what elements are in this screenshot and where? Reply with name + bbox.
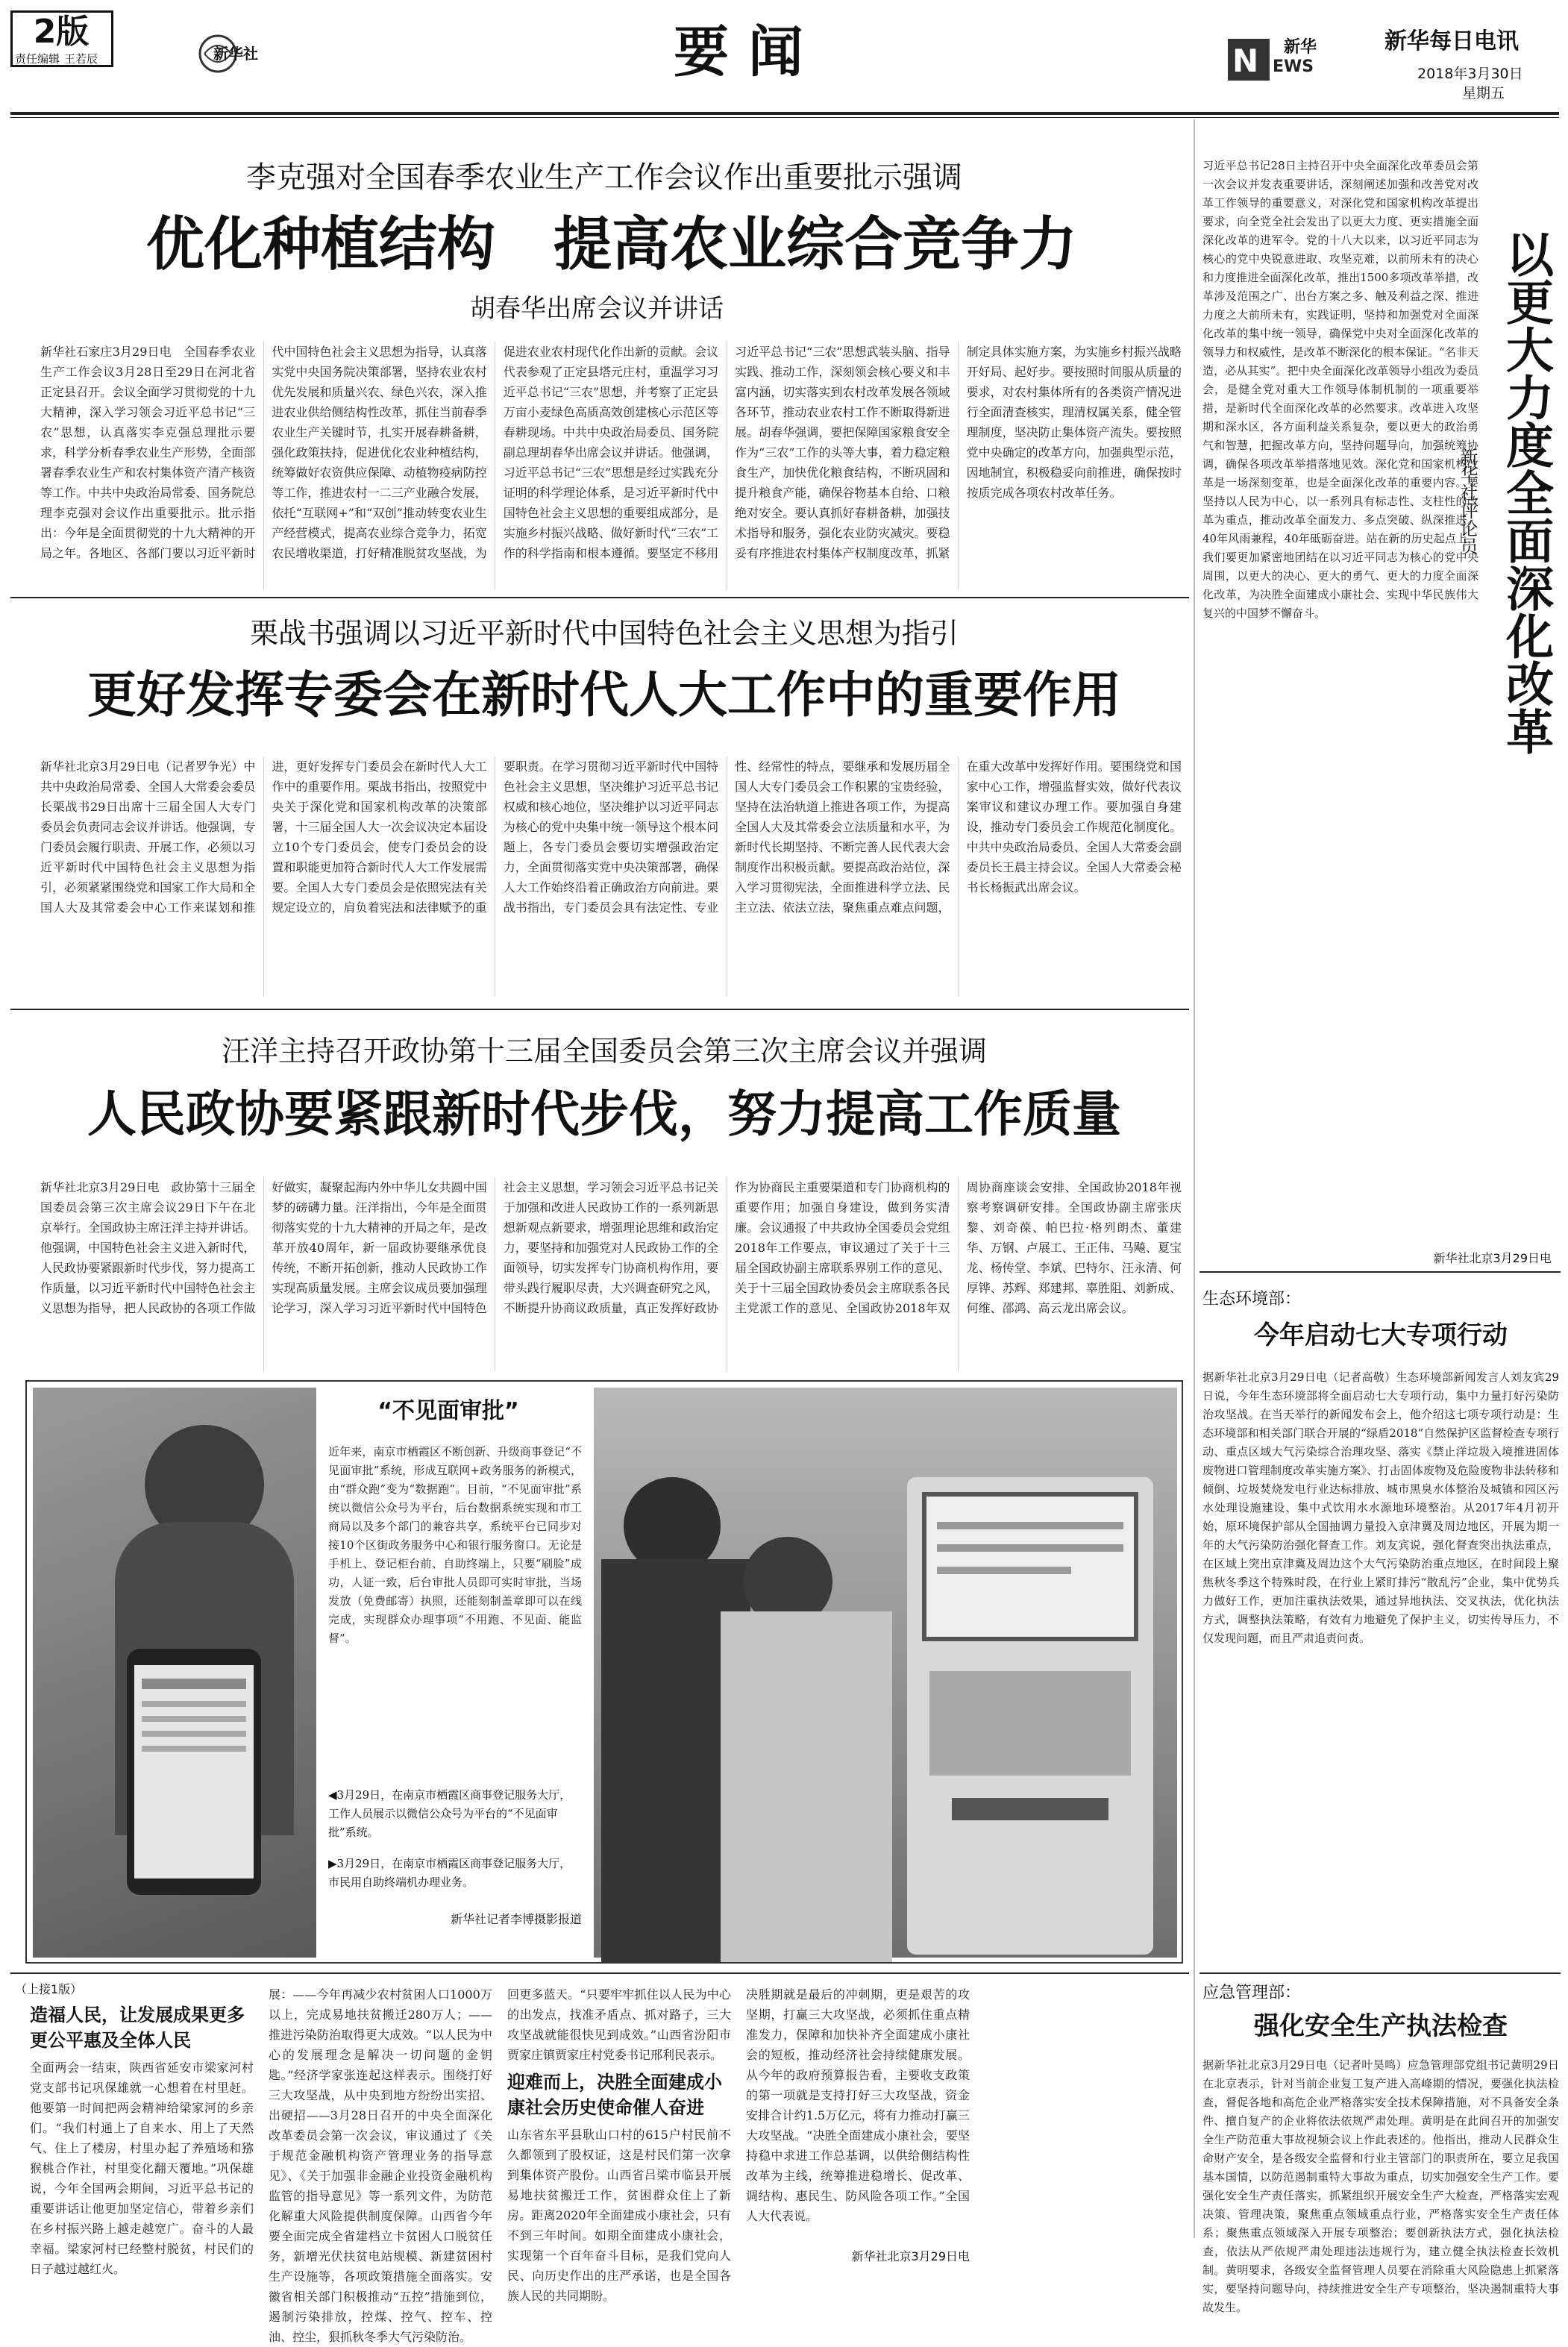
article2-body: 新华社北京3月29日电（记者罗争光）中共中央政治局常委、全国人大常委会委员长栗战书29日出席十三届全国人大专门委员会负责同志会议并讲话。他强调，专门委员会履行职责、开展工作，必须以习近平新时代中国特色社会主义思想为指引，必须紧紧围绕党和国家工作大局和全国人大及其常委会中心工作来谋划和推进，更好发挥专门委员会在新时代人大工作中的重要作用。栗战书指出，按照党中央关于深化党和国家机构改革的决策部署，十三届全国人大一次会议决定本届设立10个专门委员会，使专门委员会的设置和职能更加符合新时代人大工作发展需要。全国人大专门委员会是依照宪法有关规定设立的，肩负着宪法和法律赋予的重要职责。在学习贯彻习近平新时代中国特色社会主义思想，坚决维护习近平总书记权威和核心地位，坚决维护以习近平同志为核心的党中央集中统一领导这个根本问题上，各专门委员会要切实增强政治定力，全面贯彻落实党中央决策部署，确保人大工作始终沿着正确政治方向前进。栗战书指出，专门委员会具有法定性、专业性、经常性的特点，要继承和发展历届全国人大专门委员会工作积累的宝贵经验，坚持在法治轨道上推进各项工作，为提高全国人大及其常委会立法质量和水平，为新时代长期坚持、不断完善人民代表大会制度作出积极贡献。要提高政治站位，深入学习贯彻宪法，全面推进科学立法、民主立法、依法立法，聚焦重点难点问题，在重大改革中发挥好作用。要围绕党和国家中心工作，增强监督实效，做好代表议案审议和建议办理工作。要加强自身建设，推动专门委员会工作规范化制度化。中共中央政治局委员、全国人大常委会副委员长王晨主持会议。全国人大常委会秘书长杨振武出席会议。 — [40, 759, 1182, 915]
continued-end: 新华社北京3月29日电 — [851, 2249, 970, 2263]
continued-body-4: 山东省东平县耿山口村的615户村民前不久都领到了股权证，这是村民们第一次拿到集体资产股份。山西省吕梁市临县开展易地扶贫搬迁工作，贫困群众住上了新房。距离2020年全面建成小康社会，只有不到三年时间。如期全面建成小康社会，实现第一个百年奋斗目标，是我们党向人民、向历史作出的庄严承诺，也是全国各族人民的共同期盼。 — [507, 2128, 731, 2303]
editor-name: 王若辰 — [64, 52, 98, 66]
continued-label: （上接1版） — [15, 1982, 83, 1996]
safety-headline: 强化安全生产执法检查 — [1254, 2011, 1508, 2041]
article1-kicker: 李克强对全国春季农业生产工作会议作出重要批示强调 — [246, 160, 962, 195]
divider-right-2 — [1199, 1972, 1561, 1974]
commentary-body: 习近平总书记28日主持召开中央全面深化改革委员会第一次会议并发表重要讲话，深刻阐述加强和改善党对改革工作领导的重要意义，对深化党和国家机构改革提出要求，向全党全社会发出了以更大力度、更实措施全面深化改革的进军令。党的十八大以来，以习近平同志为核心的党中央锐意进取、攻坚克难，以前所未有的决心和力度推进全面深化改革，推出1500多项改革举措，改革涉及范围之广、出台方案之多、触及利益之深、推进力度之大前所未有，实践证明，坚持和加强党对全面深化改革的集中统一领导，确保党中央对全面深化改革的领导力和权威性，是改革不断深化的根本保证。“名非天造，必从其实”。把中央全面深化改革领导小组改为委员会，是健全党对重大工作领导体制机制的一项重要举措，是新时代全面深化改革的必然要求。改革进入攻坚期和深水区，各方面利益关系复杂，要以更大的政治勇气和智慧，把握改革方向，坚持问题导向，加强统筹协调，确保各项改革举措落地见效。深化党和国家机构改革是一场深刻变革，也是全面深化改革的重要内容。要坚持以人民为中心，以一系列具有标志性、支柱性的改革为重点，推动改革全面发力、多点突破、纵深推进。40年风雨兼程，40年砥砺奋进。站在新的历史起点上，我们要更加紧密地团结在以习近平同志为核心的党中央周围，以更大的决心、更大的勇气、更大的力度全面深化改革，为决胜全面建成小康社会、实现中华民族伟大复兴的中国梦不懈奋斗。 — [1202, 159, 1478, 620]
article2-kicker: 栗战书强调以习近平新时代中国特色社会主义思想为指引 — [249, 617, 959, 650]
safety-column-label: 应急管理部： — [1202, 1984, 1302, 2002]
commentary-byline: 新华社评论员 — [1457, 448, 1478, 555]
continued-body-3: 回更多蓝天。“只要牢牢抓住以人民为中心的出发点，找准矛盾点、抓对路子，三大攻坚战就能很快见到成效。”山西省汾阳市贾家庄镇贾家庄村党委书记邢利民表示。 — [507, 1987, 731, 2062]
smartphone-icon — [127, 1649, 261, 1895]
kiosk-terminal-icon — [907, 1477, 1153, 1955]
continued-body-2: 展：——今年再减少农村贫困人口1000万以上，完成易地扶贫搬迁280万人；——推进污染防治取得更大成效。“以人民为中心的发展理念是解决一切问题的金钥匙。”经济学家张连起这样表示。围绕打好三大攻坚战，从中央到地方纷纷出实招、出硬招——3月28日召开的中央全面深化改革委员会第一次会议，审议通过了《关于规范金融机构资产管理业务的指导意见》、《关于加强非金融企业投资金融机构监管的指导意见》等一系列文件，为防范化解重大风险提供制度保障。山西省今年要全面完成全省建档立卡贫困人口脱贫任务，新增光伏扶贫电站规模、新建贫困村生产设施等，各项政策措施全面落实。安徽省相关部门积极推动“五控”措施到位，遏制污染排放，控煤、控气、控车、控油、控尘，狠抓秋冬季大气污染防治。 — [269, 1987, 492, 2344]
weekday: 星期五 — [1462, 85, 1505, 101]
photo-credit: 新华社记者李博摄影报道 — [450, 1912, 582, 1926]
editor-label: 责任编辑 — [15, 52, 60, 66]
photo-feature-body: 近年来，南京市栖霞区不断创新、升级商事登记“不见面审批”系统，形成互联网+政务服务的新模式，由“群众跑”变为“数据跑”。目前，“不见面审批”系统以微信公众号为平台，后台数据系统实现和市工商局以及多个部门的兼容共享，系统平台已同步对接10个区街政务服务中心和银行服务窗口。无论是手机上、登记柜台前、自助终端上，只要“刷脸”成功，人证一致，后台审批人员即可实时审批，当场发放（免费邮寄）执照，还能刻制盖章即可以在线完成，实现群众办理事项“不用跑、不见面、能监督”。 — [328, 1445, 582, 1645]
continued-body-1: 全面两会一结束，陕西省延安市梁家河村党支部书记巩保雄就一心想着在村里赶。他要第一时间把两会精神给梁家河的乡亲们。“我们村通上了自来水、用上了天然气、住上了楼房，村里办起了养殖场和猕猴桃合作社，村里变化翻天覆地。”巩保雄说，今年全国两会期间，习近平总书记的重要讲话让他更加坚定信心，带着乡亲们在乡村振兴路上越走越宽广。奋斗的人最幸福。梁家河村已经整村脱贫，村民们的日子越过越红火。 — [30, 2061, 254, 2276]
article1-subhead: 胡春华出席会议并讲话 — [470, 294, 724, 324]
divider-1 — [10, 597, 1189, 598]
photo-terminal — [594, 1388, 1177, 1958]
masthead-rule — [10, 112, 1559, 115]
divider-3 — [10, 1972, 1189, 1974]
divider-2 — [10, 1009, 1189, 1010]
section-title: 要 闻 — [674, 20, 803, 84]
right-column-divider — [1194, 119, 1195, 2238]
continued-body-5: 决胜期就是最后的冲刺期，更是艰苦的攻坚期，打赢三大攻坚战，必须抓住重点精准发力，保障和加快补齐全面建成小康社会的短板，推动经济社会持续健康发展。从今年的政府预算报告看，主要收支政策的第一项就是支持打好三大攻坚战，资金安排合计约1.5万亿元，将有力推动打赢三大攻坚战。“决胜全面建成小康社会，要坚持稳中求进工作总基调，以供给侧结构性改革为主线，统筹推进稳增长、促改革、调结构、惠民生、防风险各项工作。”全国人大代表说。 — [746, 1987, 970, 2223]
article3-body: 新华社北京3月29日电 政协第十三届全国委员会第三次主席会议29日下午在北京举行。全国政协主席汪洋主持并讲话。他强调，中国特色社会主义进入新时代，人民政协要紧跟新时代步伐，努力提高工作质量，以习近平新时代中国特色社会主义思想为指导，把人民政协的各项工作做好做实，凝聚起海内外中华儿女共圆中国梦的磅礴力量。汪洋指出，今年是全面贯彻落实党的十九大精神的开局之年，是改革开放40周年，新一届政协要继承优良传统，不断开拓创新，推动人民政协工作实现高质量发展。主席会议成员要加强理论学习，深入学习习近平新时代中国特色社会主义思想，学习领会习近平总书记关于加强和改进人民政协工作的一系列新思想新观点新要求，增强理论思维和政治定力，要坚持和加强党对人民政协工作的全面领导，切实发挥专门协商机构作用，要带头践行履职尽责，大兴调查研究之风，不断提升协商议政质量，真正发挥好政协作为协商民主重要渠道和专门协商机构的重要作用；加强自身建设，做到务实清廉。会议通报了中共政协全国委员会党组2018年工作要点，审议通过了关于十三届全国政协副主席联系界别工作的意见、关于十三届全国政协委员会主席联系各民主党派工作的意见、全国政协2018年双周协商座谈会安排、全国政协2018年视察考察调研安排。全国政协副主席张庆黎、刘奇葆、帕巴拉·格列朗杰、董建华、万钢、卢展工、王正伟、马飚、夏宝龙、杨传堂、李斌、巴特尔、汪永清、何厚铧、苏辉、郑建邦、辜胜阻、刘新成、何维、邵鸿、高云龙出席会议。 — [40, 1180, 1182, 1315]
issue-date: 2018年3月30日 — [1417, 66, 1523, 82]
xinhua-logo-text: 新华社 — [213, 45, 258, 63]
article3-headline: 人民政协要紧跟新时代步伐，努力提高工作质量 — [87, 1085, 1121, 1143]
article1-headline: 优化种植结构 提高农业综合竞争力 — [145, 211, 1077, 278]
continued-subhead-2: 迎难而上，决胜全面建成小康社会历史使命催人奋进 — [507, 2072, 722, 2118]
commentary-headline: 以更大力度全面深化改革 — [1498, 230, 1554, 755]
continued-subhead-1: 造福人民，让发展成果更多更公平惠及全体人民 — [30, 2005, 245, 2051]
masthead-rule-thin — [10, 117, 1559, 118]
photo-feature-title: “不见面审批” — [377, 1398, 519, 1424]
photo-caption-2: ▶3月29日，在南京市栖霞区商事登记服务大厅，市民用自助终端机办理业务。 — [328, 1857, 571, 1889]
news-logo-text: 新华 — [1283, 38, 1317, 57]
env-headline: 今年启动七大专项行动 — [1254, 1320, 1508, 1350]
env-column-label: 生态环境部： — [1202, 1290, 1302, 1309]
svg-text:EWS: EWS — [1273, 57, 1314, 76]
article3-kicker: 汪洋主持召开政协第十三届全国委员会第三次主席会议并强调 — [221, 1035, 987, 1068]
photo-caption-1: ◀3月29日，在南京市栖霞区商事登记服务大厅，工作人员展示以微信公众号为平台的“不见面审批”系统。 — [328, 1788, 571, 1839]
photo-feature — [25, 1380, 1183, 1964]
commentary-end: 新华社北京3月29日电 — [1433, 1251, 1552, 1265]
env-body: 据新华社北京3月29日电（记者高敬）生态环境部新闻发言人刘友宾29日说，今年生态环境部将全面启动七大专项行动，集中力量打好污染防治攻坚战。在当天举行的新闻发布会上，他介绍这七项专项行动是：生态环境部和相关部门联合开展的“绿盾2018”自然保护区监督检查专项行动、重点区域大气污染综合治理攻坚、落实《禁止洋垃圾入境推进固体废物进口管理制度改革实施方案》、打击固体废物及危险废物非法转移和倾倒、垃圾焚烧发电行业达标排放、城市黑臭水体整治及城镇和园区污水处理设施建设、集中式饮用水水源地环境整治。从2017年4月初开始，原环境保护部从全国抽调力量投入京津冀及周边地区，开展为期一年的大气污染防治强化督查工作。刘友宾说，强化督查突出执法重点，在区域上突出京津冀及周边这个大气污染防治重点地区，在时间段上聚焦秋冬季这个特殊时段，在行业上紧盯排污“散乱污”企业，集中优势兵力做好工作，更加注重执法效果，通过异地执法、交叉执法，优化执法方式，调整执法策略，有效有力地避免了保护主义，切实传导压力，不仅发现问题，而且严肃追责问责。 — [1202, 1370, 1559, 1645]
safety-body: 据新华社北京3月29日电（记者叶昊鸣）应急管理部党组书记黄明29日在北京表示，针对当前企业复工复产进入高峰期的情况，要强化执法检查，督促各地和高危企业严格落实安全技术保障措施，对不具备安全条件、擅自复产的企业将依法依规严肃处理。黄明是在此间召开的加强安全生产防范重大事故视频会议上作此表述的。他指出，推动人民群众生命财产安全，是各级安全监督和行业主管部门的职责所在，要立足我国基本国情，以防范遏制重特大事故为重点，切实加强安全生产工作。要强化安全生产责任落实，抓紧组织开展安全生产大检查，严格落实宏观决策、管理决策，聚焦重点领域重点行业，严格落实安全生产责任体系；聚焦重点领域深入开展专项整治；要创新执法方式，强化执法检查，依法从严依规严肃处理违法违规行为，建立健全执法检查长效机制。黄明要求，各级安全监督管理人员要在消除重大风险隐患上抓紧落实，要坚持问题导向，持续推进安全生产专项整治，坚决遏制重特大事故发生。 — [1202, 2058, 1559, 2314]
article1-body: 新华社石家庄3月29日电 全国春季农业生产工作会议3月28日至29日在河北省正定县召开。会议全面学习贯彻党的十九大精神，深入学习领会习近平总书记“三农”思想，认真落实李克强总理批示要求，科学分析春季农业生产形势，全面部署春季农业生产和农村集体资产清产核资等工作。中共中央政治局常委、国务院总理李克强对会议作出重要批示。批示指出：今年是全面贯彻党的十九大精神的开局之年。各地区、各部门要以习近平新时代中国特色社会主义思想为指导，认真落实党中央国务院决策部署，坚持农业农村优先发展和质量兴农、绿色兴农，深入推进农业供给侧结构性改革，抓住当前春季农业生产关键时节，扎实开展春耕备耕，强化政策扶持，促进优化农业种植结构，统筹做好农资供应保障、动植物疫病防控等工作，推进农村一二三产业融合发展，依托“互联网+”和“双创”推动转变农业生产经营模式，提高农业综合竞争力，拓宽农民增收渠道，打好精准脱贫攻坚战，为促进农业农村现代化作出新的贡献。会议代表参观了正定县塔元庄村，重温学习习近平总书记“三农”思想，并考察了正定县万亩小麦绿色高质高效创建核心示范区等春耕现场。中共中央政治局委员、国务院副总理胡春华出席会议并讲话。他强调，习近平总书记“三农”思想是经过实践充分证明的科学理论体系，是习近平新时代中国特色社会主义思想的重要组成部分，是实施乡村振兴战略、做好新时代“三农”工作的科学指南和根本遵循。要坚定不移用习近平总书记“三农”思想武装头脑、指导实践、推动工作，深刻领会核心要义和丰富内涵，切实落实到农村改革发展各领域各环节，推动农业农村工作不断取得新进展。胡春华强调，要把保障国家粮食安全作为“三农”工作的头等大事，着力稳定粮食生产，加快优化粮食结构，不断巩固和提升粮食产能，确保谷物基本自给、口粮绝对安全。要认真抓好春耕备耕，加强技术指导和服务，强化农业防灾减灾。要稳妥有序推进农村集体产权制度改革，抓紧制定具体实施方案，为实施乡村振兴战略开好局、起好步。要按照时间服从质量的要求，对农村集体所有的各类资产情况进行全面清查核实，理清权属关系，健全管理制度，坚决防止集体资产流失。要按照党中央确定的改革方向，加强典型示范，因地制宜，积极稳妥向前推进，确保按时按质完成各项农村改革任务。 — [40, 345, 1182, 560]
page-number: 2版 — [33, 13, 90, 51]
divider-right-1 — [1199, 1271, 1561, 1273]
svg-text:N: N — [1232, 43, 1259, 79]
photo-phone — [33, 1388, 316, 1958]
paper-name: 新华每日电讯 — [1384, 28, 1519, 54]
article2-headline: 更好发挥专委会在新时代人大工作中的重要作用 — [87, 666, 1121, 724]
